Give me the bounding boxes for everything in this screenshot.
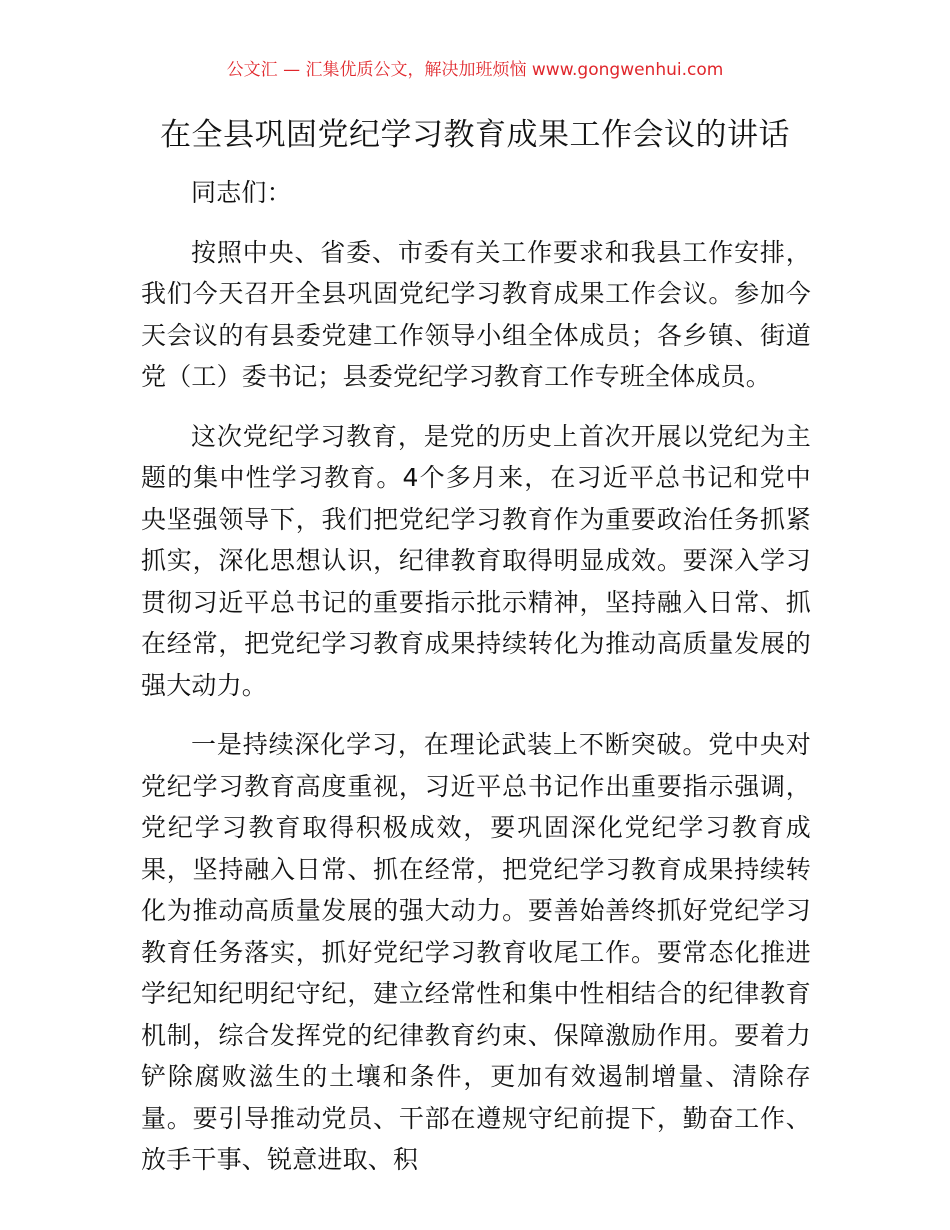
- paragraph-point-one: 一是持续深化学习，在理论武装上不断突破。党中央对党纪学习教育高度重视，习近平总书记作出重要指示强调，党纪学习教育取得积极成效，要巩固深化党纪学习教育成果，坚持融入日常、抓在经常，把党纪学习教育成果持续转化为推动高质量发展的强大动力。要善始善终抓好党纪学习教育任务落实，抓好党纪学习教育收尾工作。要常态化推进学纪知纪明纪守纪，建立经常性和集中性相结合的纪律教育机制，综合发挥党的纪律教育约束、保障激励作用。要着力铲除腐败滋生的土壤和条件，更加有效遏制增量、清除存量。要引导推动党员、干部在遵规守纪前提下，勤奋工作、放手干事、锐意进取、积: [141, 730, 811, 1174]
- paragraph-intro: 按照中央、省委、市委有关工作要求和我县工作安排，我们今天召开全县巩固党纪学习教育成果工作会议。参加今天会议的有县委党建工作领导小组全体成员；各乡镇、街道党（工）委书记；县委党纪学习教育工作专班全体成员。: [141, 237, 811, 391]
- document-body: [141, 172, 811, 1199]
- paragraph-background: 这次党纪学习教育，是党的历史上首次开展以党纪为主题的集中性学习教育。4个多月来，在习近平总书记和党中央坚强领导下，我们把党纪学习教育作为重要政治任务抓紧抓实，深化思想认识，纪律教育取得明显成效。要深入学习贯彻习近平总书记的重要指示批示精神，坚持融入日常、抓在经常，把党纪学习教育成果持续转化为推动高质量发展的强大动力。: [141, 421, 811, 700]
- page-title: 在全县巩固党纪学习教育成果工作会议的讲话: [160, 117, 790, 153]
- greeting: 同志们：: [191, 178, 292, 207]
- site-banner: 公文汇 — 汇集优质公文，解决加班烦恼 www.gongwenhui.com: [226, 60, 724, 80]
